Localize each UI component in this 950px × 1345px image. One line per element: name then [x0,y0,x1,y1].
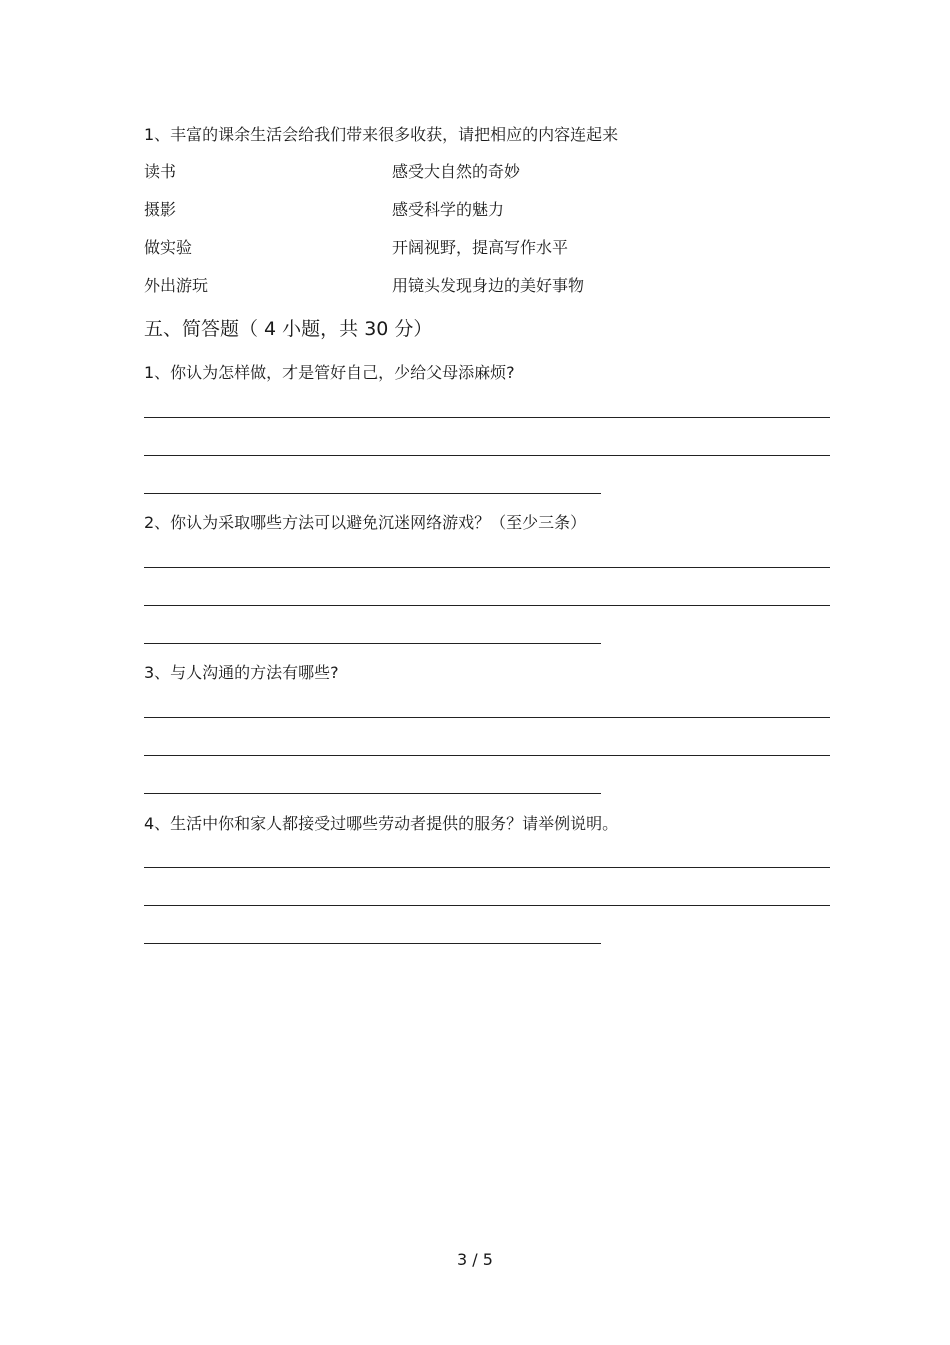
answer-line[interactable] [144,493,601,494]
matching-right-item: 开阔视野，提高写作水平 [392,238,569,257]
matching-left-item: 外出游玩 [144,276,209,295]
answer-line[interactable] [144,793,601,794]
page-number: 3 / 5 [457,1250,493,1269]
answer-line[interactable] [144,905,830,906]
matching-left-item: 做实验 [144,238,193,257]
short-answer-question: 2、你认为采取哪些方法可以避免沉迷网络游戏？（至少三条） [144,513,587,532]
answer-line[interactable] [144,755,830,756]
short-answer-question: 1、你认为怎样做，才是管好自己，少给父母添麻烦? [144,363,515,382]
matching-left-item: 摄影 [144,200,177,219]
matching-right-item: 感受科学的魅力 [392,200,505,219]
section-five-title: 五、简答题（ 4 小题，共 30 分） [144,318,433,340]
answer-line[interactable] [144,867,830,868]
answer-line[interactable] [144,605,830,606]
matching-question: 1、丰富的课余生活会给我们带来很多收获，请把相应的内容连起来 [144,125,619,144]
answer-line[interactable] [144,943,601,944]
answer-line[interactable] [144,567,830,568]
short-answer-question: 4、生活中你和家人都接受过哪些劳动者提供的服务？请举例说明。 [144,814,619,833]
matching-left-item: 读书 [144,162,177,181]
answer-line[interactable] [144,455,830,456]
matching-right-item: 用镜头发现身边的美好事物 [392,276,585,295]
answer-line[interactable] [144,717,830,718]
answer-line[interactable] [144,417,830,418]
short-answer-question: 3、与人沟通的方法有哪些? [144,663,339,682]
matching-right-item: 感受大自然的奇妙 [392,162,521,181]
answer-line[interactable] [144,643,601,644]
